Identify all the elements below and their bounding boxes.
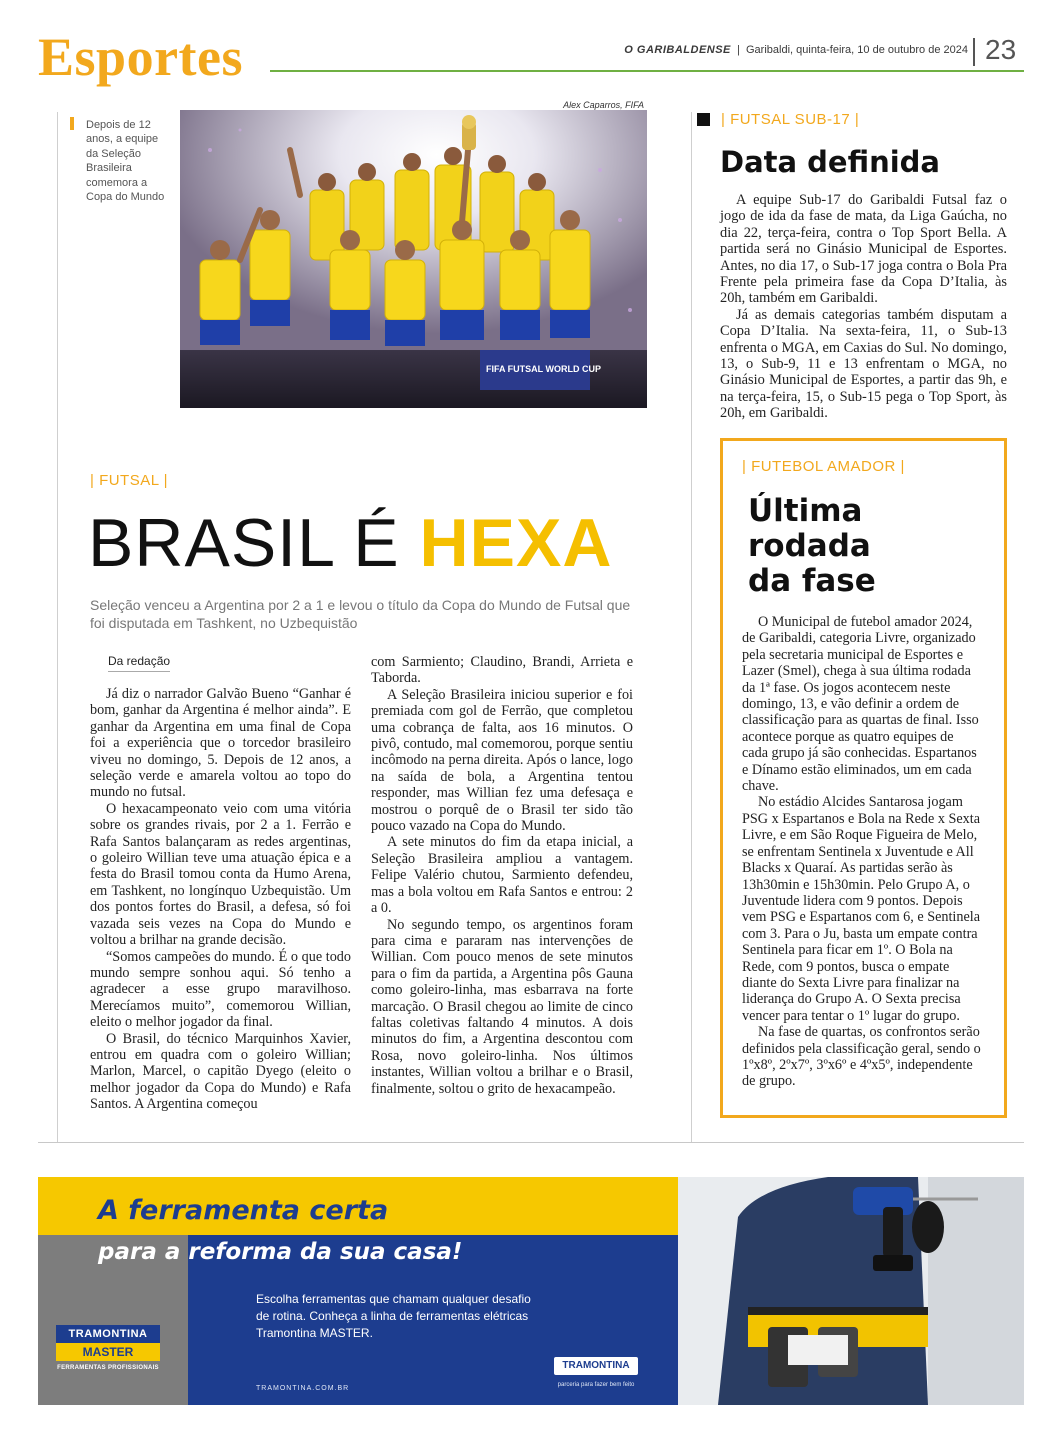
paragraph: O hexacampeonato veio com uma vitória sobre os grandes rivais, por 2 a 1. Ferrão e Rafa Santos balançaram as redes argentinas, o goleiro Willian teve uma atuação épica e a festa do Brasil tomou conta da Humo Arena, em Tashkent, no longínquo Uzbequistão. Um dos pontos fortes do Brasil, a defesa, só foi vazada seis vezes na Copa do Mundo e voltou a brilhar na grande decisão. — [90, 800, 351, 949]
paragraph: Já diz o narrador Galvão Bueno “Ganhar é bom, ganhar da Argentina é melhor ainda”. E ganhar da Argentina em uma final de Copa foi a experiência que o torcedor brasileiro viveu no domingo, 5. Depois de 12 anos, a seleção verde e amarela voltou ao topo do mundo no futsal. — [90, 686, 351, 801]
page-number-divider — [973, 38, 975, 66]
headline-part1: BRASIL É — [88, 505, 420, 581]
ad-body-text: Escolha ferramentas que chamam qualquer desafio de rotina. Conheça a linha de ferramentas elétricas Tramontina MASTER. — [256, 1292, 531, 1340]
paragraph: No estádio Alcides Santarosa jogam PSG x Espartanos e Bola na Rede x Sexta Livre, e em São Roque Figueira de Melo, se enfrentam Sentinela x Juventude e All Blacks x Quaraí. As partidas serão às 13h30min e 15h30min. Pelo Grupo A, o Juventude lidera com 9 pontos. Depois vem PSG e Espartanos com 6, e Sentinela com 3. Para o Ju, basta um empate contra Sentinela para ficar em 1º. O Bola na Rede, com 9 pontos, busca o empate diante do Sexta Livre para finalizar na liderança do Grupo A. O Sexta precisa vencer para tentar o 1º lugar do grupo. — [742, 794, 980, 1024]
paragraph: A sete minutos do fim da etapa inicial, a Seleção Brasileira ampliou a vantagem. Felipe Valério chutou, Sarmiento defendeu, mas a bola voltou em Rafa Santos e entrou: 2 a 0. — [371, 834, 633, 917]
main-story-kicker: | FUTSAL | — [90, 472, 169, 489]
column-divider — [57, 112, 58, 1142]
worker-illustration — [678, 1177, 1024, 1405]
amador-body — [742, 614, 982, 1090]
photo-illustration — [180, 110, 647, 408]
paragraph: Já as demais categorias também disputam a Copa D’Italia. Na sexta-feira, 11, o Sub-13 enfrenta o MGA, em Caxias do Sul. No domingo, 13, o Sub-9, 11 e 13 enfrentam o MGA, no Ginásio Municipal de Esportes, a partir das 9h, e na terça-feira, 15, o Sub-15 pega o Top Sport, às 20h, em Garibaldi. — [720, 306, 1007, 422]
ad-title-line1: A ferramenta certa — [98, 1195, 389, 1226]
headline-line: Última — [748, 493, 863, 529]
ad-worker-photo — [678, 1177, 1024, 1405]
newspaper-name: O GARIBALDENSE — [624, 44, 731, 56]
header-divider: | — [733, 44, 746, 56]
tramontina-brand-badge: TRAMONTINA — [554, 1357, 638, 1375]
header-rule — [270, 70, 1024, 72]
tramontina-advertisement[interactable] — [38, 1177, 1024, 1405]
logo-line: MASTER — [56, 1343, 160, 1361]
paragraph: Na fase de quartas, os confrontos serão definidos pela classificação geral, sendo o 1ºx8º, 2ºx7º, 3ºx6º e 4ºx5º, independente de grupo. — [742, 1024, 981, 1090]
ad-title-line2: para a reforma da sua casa! — [98, 1239, 463, 1265]
amador-kicker: | FUTEBOL AMADOR | — [742, 458, 905, 475]
headline-part2: HEXA — [419, 505, 613, 581]
column-divider — [691, 112, 692, 1142]
logo-line: FERRAMENTAS PROFISSIONAIS — [57, 1365, 159, 1371]
ad-tagline: parceria para fazer bem feito — [557, 1382, 635, 1388]
main-story-deck: Seleção venceu a Argentina por 2 a 1 e levou o título da Copa do Mundo de Futsal que foi disputada em Tashkent, no Uzbequistão — [90, 597, 631, 631]
ad-url[interactable]: TRAMONTINA.COM.BR — [256, 1385, 350, 1392]
paragraph: A Seleção Brasileira iniciou superior e foi premiada com gol de Ferrão, que completou uma cobrança de falta, aos 16 minutos. O pivô, contudo, mal comemorou, porque sentiu incômodo na perna direita. Após o lance, logo na saída de bola, a Argentina tentou responder, mas Willian fez uma defesaça e mostrou o porquê de o Brasil ter sido tão pouco vazado na Copa do Mundo. — [371, 686, 633, 835]
headline-line: rodada — [748, 528, 871, 564]
page-number: 23 — [985, 34, 1017, 65]
byline: Da redação — [108, 654, 170, 672]
section-title: Esportes — [38, 27, 243, 87]
paragraph: “Somos campeões do mundo. É o que todo mundo sempre sonhou aqui. Só tenho a agradecer a esse grupo maravilhoso. Merecíamos muito”, comemorou Willian, eleito o melhor jogador da final. — [90, 948, 351, 1031]
paragraph: O Brasil, do técnico Marquinhos Xavier, entrou em quadra com o goleiro Willian; Marlon, Marcel, o capitão Dyego (eleito o melhor jogador da Copa do Mundo) e Rafa Santos. A Argentina começou — [90, 1030, 351, 1113]
section-marker — [697, 113, 710, 126]
main-headline — [88, 504, 612, 582]
main-story-column-1 — [90, 686, 351, 1113]
paragraph: O Municipal de futebol amador 2024, de Garibaldi, categoria Livre, organizado pela secretaria municipal de Esportes e Lazer (Smel), chega à sua última rodada da 1ª fase. Os jogos acontecem neste domingo, 13, e vão definir a ordem de classificação para as quartas de final. Isso acontece porque as quatro equipes de cada grupo já são conhecidas. Espartanos e Dínamo estão eliminados, um em cada chave. — [742, 614, 979, 795]
amador-headline — [748, 494, 876, 599]
tramontina-master-logo — [56, 1325, 160, 1371]
bottom-rule — [38, 1142, 1024, 1143]
photo-caption: Depois de 12 anos, a equipe da Seleção Brasileira comemora a Copa do Mundo — [86, 119, 165, 204]
photo-credit: Alex Caparros, FIFA — [563, 100, 644, 110]
date-line: Garibaldi, quinta-feira, 10 de outubro de 2024 — [746, 44, 968, 56]
paragraph: com Sarmiento; Claudino, Brandi, Arrieta e Taborda. — [371, 654, 633, 687]
logo-line: TRAMONTINA — [56, 1325, 160, 1343]
sub17-body — [720, 192, 1007, 422]
main-story-column-2 — [371, 654, 633, 1097]
sub17-headline: Data definida — [720, 145, 941, 179]
caption-marker — [70, 117, 74, 130]
sub17-kicker: | FUTSAL SUB-17 | — [721, 111, 860, 128]
header-info — [624, 44, 968, 56]
headline-line: da fase — [748, 563, 876, 599]
team-celebration-photo — [180, 110, 647, 408]
paragraph: A equipe Sub-17 do Garibaldi Futsal faz o jogo de ida da fase de mata, da Liga Gaúcha, no dia 22, terça-feira, contra o Top Sport Bella. A partida será no Ginásio Municipal de Esportes. Antes, no dia 17, o Sub-17 joga contra o Bola Pra Frente pela primeira fase da Copa D’Italia, às 20h, também em Garibaldi. — [720, 192, 1007, 307]
photo-banner-text: FIFA FUTSAL WORLD CUP — [486, 364, 601, 374]
paragraph: No segundo tempo, os argentinos foram para cima e pararam nas intervenções de Willian. Com pouco menos de sete minutos para o fim da partida, a Argentina pôs Gauna como goleiro-linha, mas esbarrava na forte marcação. O Brasil chegou ao limite de cinco faltas coletivas faltando 4 minutos. A dois minutos do fim, a Argentina descontou com Rosa, novo goleiro-linha. Nos últimos instantes, Willian voltou a brilhar e o Brasil, finalmente, soltou o grito de hexacampeão. — [371, 916, 633, 1097]
